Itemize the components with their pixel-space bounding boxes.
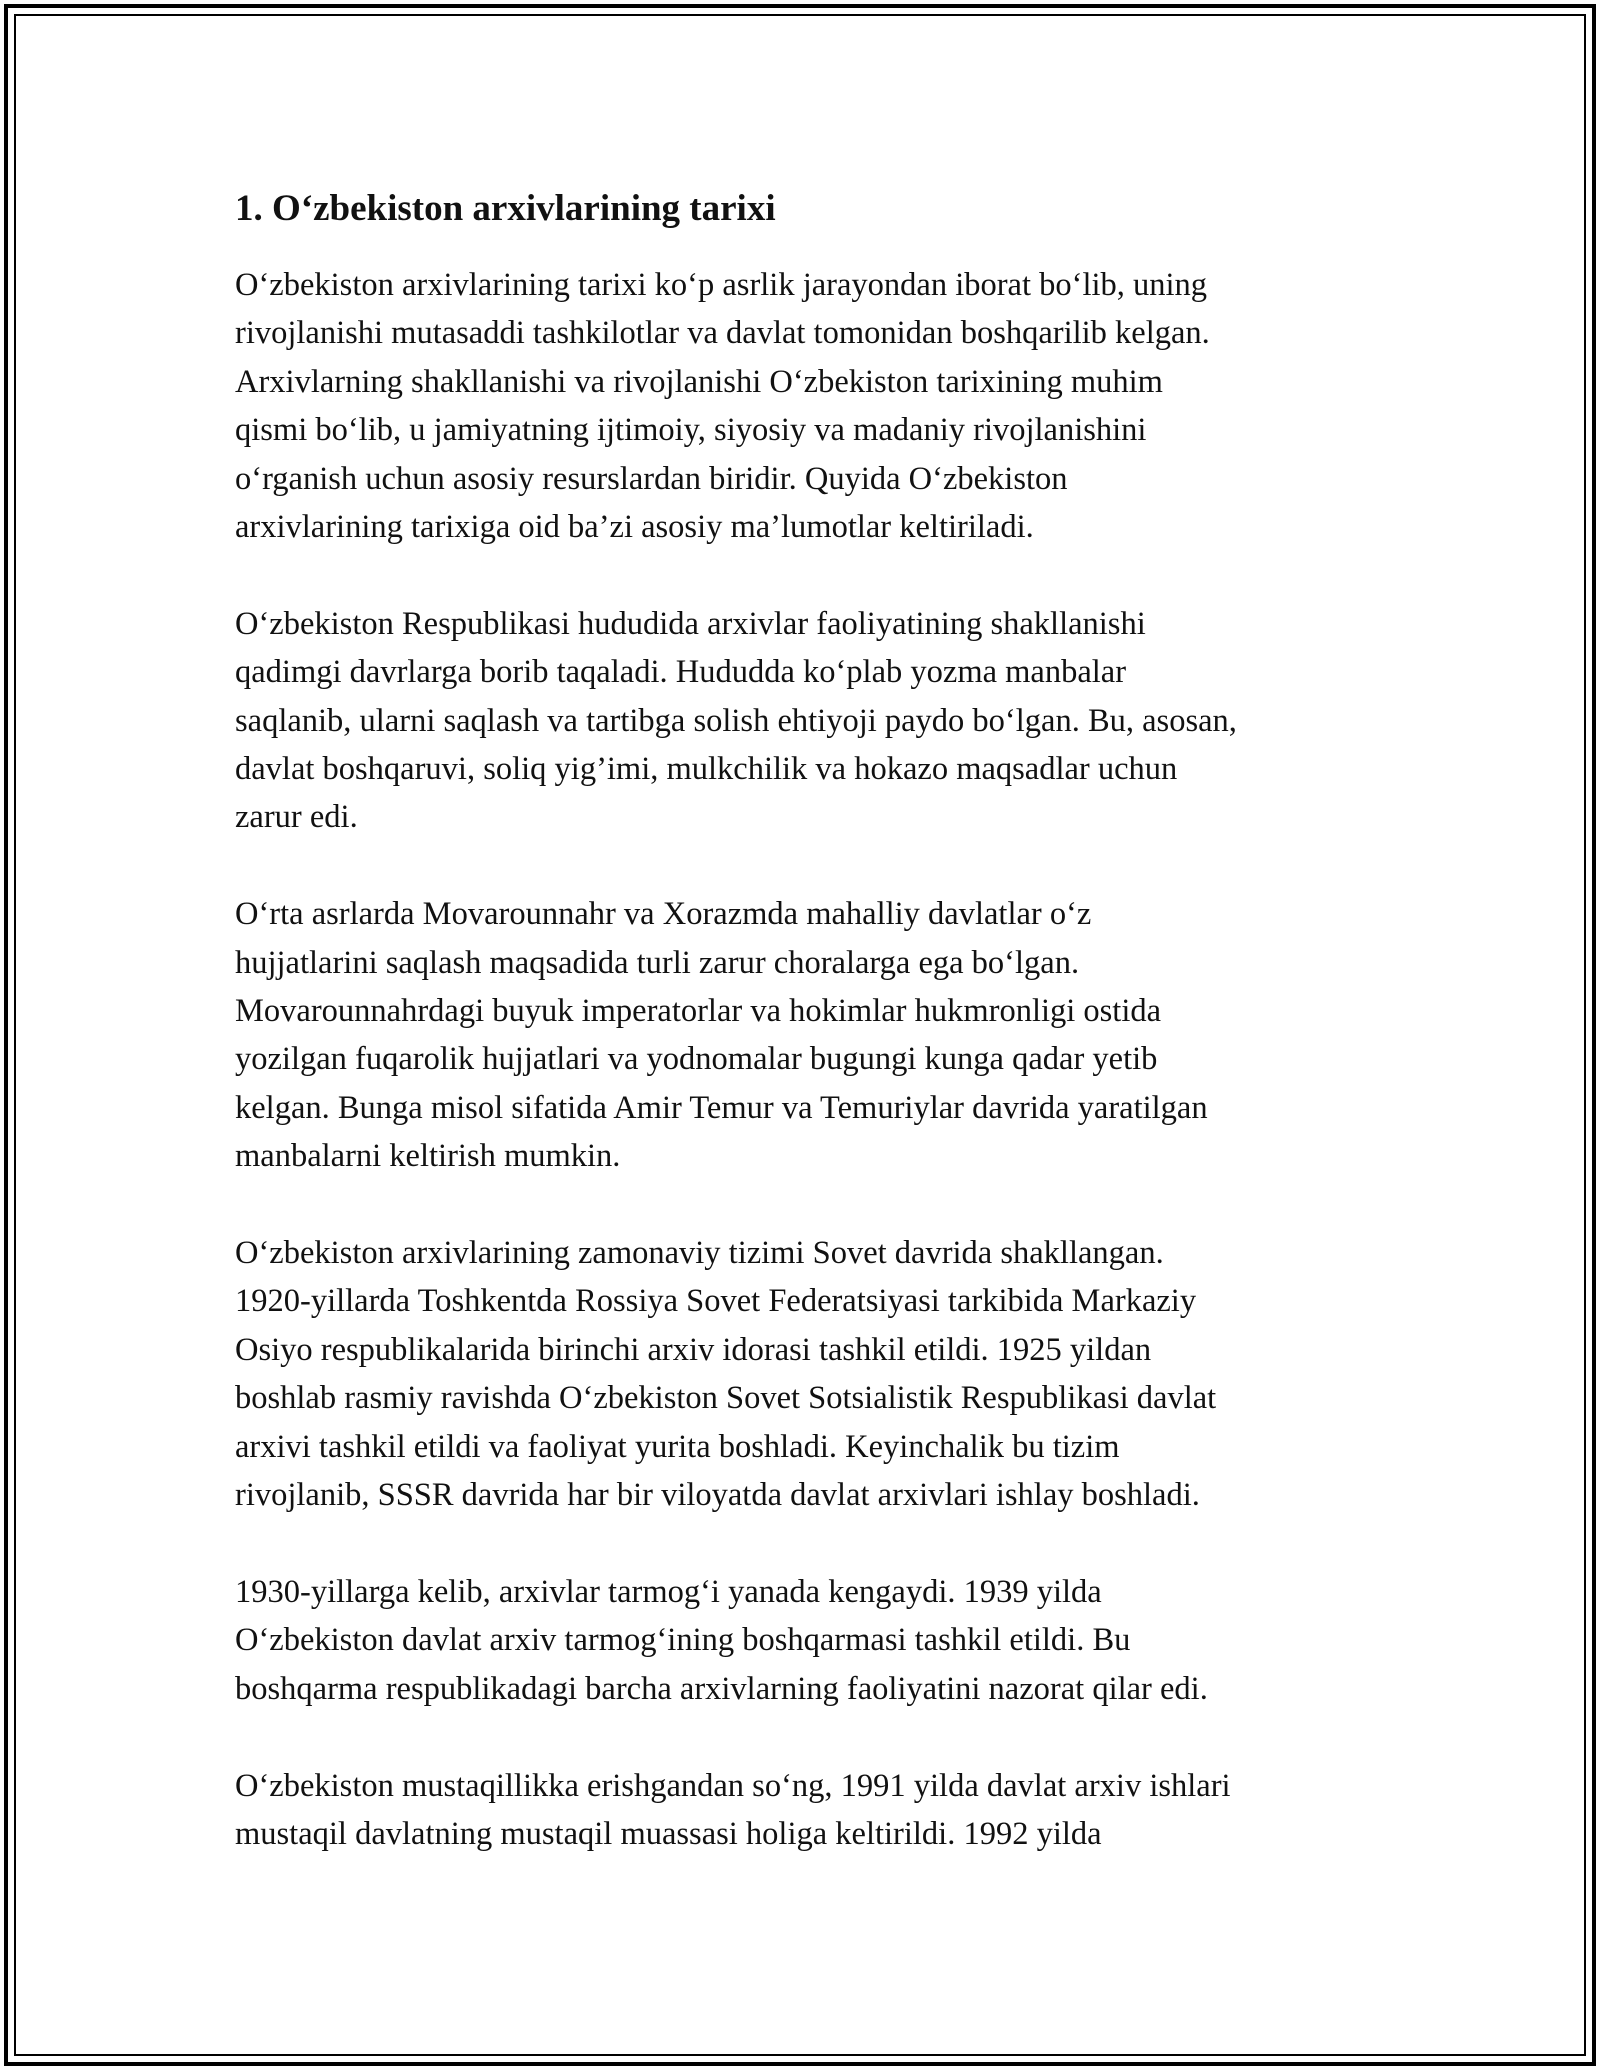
text-line: arxivlarining tarixiga oid ba’zi asosiy ma’lumotlar keltiriladi. — [235, 509, 1034, 546]
text-line: kelgan. Bunga misol sifatida Amir Temur va Temuriylar davrida yaratilgan — [235, 1089, 1208, 1126]
text-line: arxivi tashkil etildi va faoliyat yurita boshladi. Keyinchalik bu tizim — [235, 1428, 1120, 1465]
text-line: yozilgan fuqarolik hujjatlari va yodnomalar bugungi kunga qadar yetib — [235, 1041, 1158, 1078]
paragraph-3 — [235, 890, 1395, 1180]
paragraph-1 — [235, 261, 1395, 551]
text-line: boshlab rasmiy ravishda O‘zbekiston Sovet Sotsialistik Respublikasi davlat — [235, 1380, 1217, 1417]
text-line: O‘zbekiston davlat arxiv tarmog‘ining boshqarmasi tashkil etildi. Bu — [235, 1622, 1131, 1659]
text-line: rivojlanib, SSSR davrida har bir viloyatda davlat arxivlari ishlay boshladi. — [235, 1477, 1200, 1514]
text-line: hujjatlarini saqlash maqsadida turli zarur choralarga ega bo‘lgan. — [235, 944, 1080, 981]
text-line: O‘zbekiston mustaqillikka erishgandan so‘ng, 1991 yilda davlat arxiv ishlari — [235, 1767, 1231, 1804]
paragraph-5 — [235, 1568, 1395, 1713]
text-line: O‘zbekiston arxivlarining zamonaviy tizimi Sovet davrida shakllangan. — [235, 1235, 1164, 1272]
text-line: O‘rta asrlarda Movarounnahr va Xorazmda mahalliy davlatlar o‘z — [235, 896, 1092, 933]
text-line: o‘rganish uchun asosiy resurslardan biridir. Quyida O‘zbekiston — [235, 460, 1068, 497]
text-line: Osiyo respublikalarida birinchi arxiv idorasi tashkil etildi. 1925 yildan — [235, 1331, 1152, 1368]
paragraph-4 — [235, 1229, 1395, 1519]
text-line: manbalarni keltirish mumkin. — [235, 1138, 621, 1175]
paragraph-2 — [235, 600, 1395, 842]
text-line: davlat boshqaruvi, soliq yig’imi, mulkchilik va hokazo maqsadlar uchun — [235, 751, 1178, 788]
text-line: saqlanib, ularni saqlash va tartibga solish ehtiyoji paydo bo‘lgan. Bu, asosan, — [235, 702, 1237, 739]
document-body — [235, 185, 1395, 1907]
section-heading: 1. O‘zbekiston arxivlarining tarixi — [235, 188, 776, 229]
text-line: Arxivlarning shakllanishi va rivojlanishi O‘zbekiston tarixining muhim — [235, 363, 1163, 400]
text-line: 1930-yillarga kelib, arxivlar tarmog‘i yanada kengaydi. 1939 yilda — [235, 1573, 1102, 1610]
text-line: rivojlanishi mutasaddi tashkilotlar va davlat tomonidan boshqarilib kelgan. — [235, 315, 1210, 352]
text-line: zarur edi. — [235, 799, 358, 836]
text-line: qadimgi davrlarga borib taqaladi. Hududda ko‘plab yozma manbalar — [235, 654, 1127, 691]
text-line: 1920-yillarda Toshkentda Rossiya Sovet Federatsiyasi tarkibida Markaziy — [235, 1283, 1197, 1320]
text-line: O‘zbekiston Respublikasi hududida arxivlar faoliyatining shakllanishi — [235, 605, 1146, 642]
text-line: qismi bo‘lib, u jamiyatning ijtimoiy, siyosiy va madaniy rivojlanishini — [235, 412, 1147, 449]
text-line: Movarounnahrdagi buyuk imperatorlar va hokimlar hukmronligi ostida — [235, 993, 1162, 1030]
text-line: mustaqil davlatning mustaqil muassasi holiga keltirildi. 1992 yilda — [235, 1815, 1102, 1852]
text-line: boshqarma respublikadagi barcha arxivlarning faoliyatini nazorat qilar edi. — [235, 1670, 1208, 1707]
text-line: O‘zbekiston arxivlarining tarixi ko‘p asrlik jarayondan iborat bo‘lib, uning — [235, 267, 1208, 303]
paragraph-6 — [235, 1762, 1395, 1859]
